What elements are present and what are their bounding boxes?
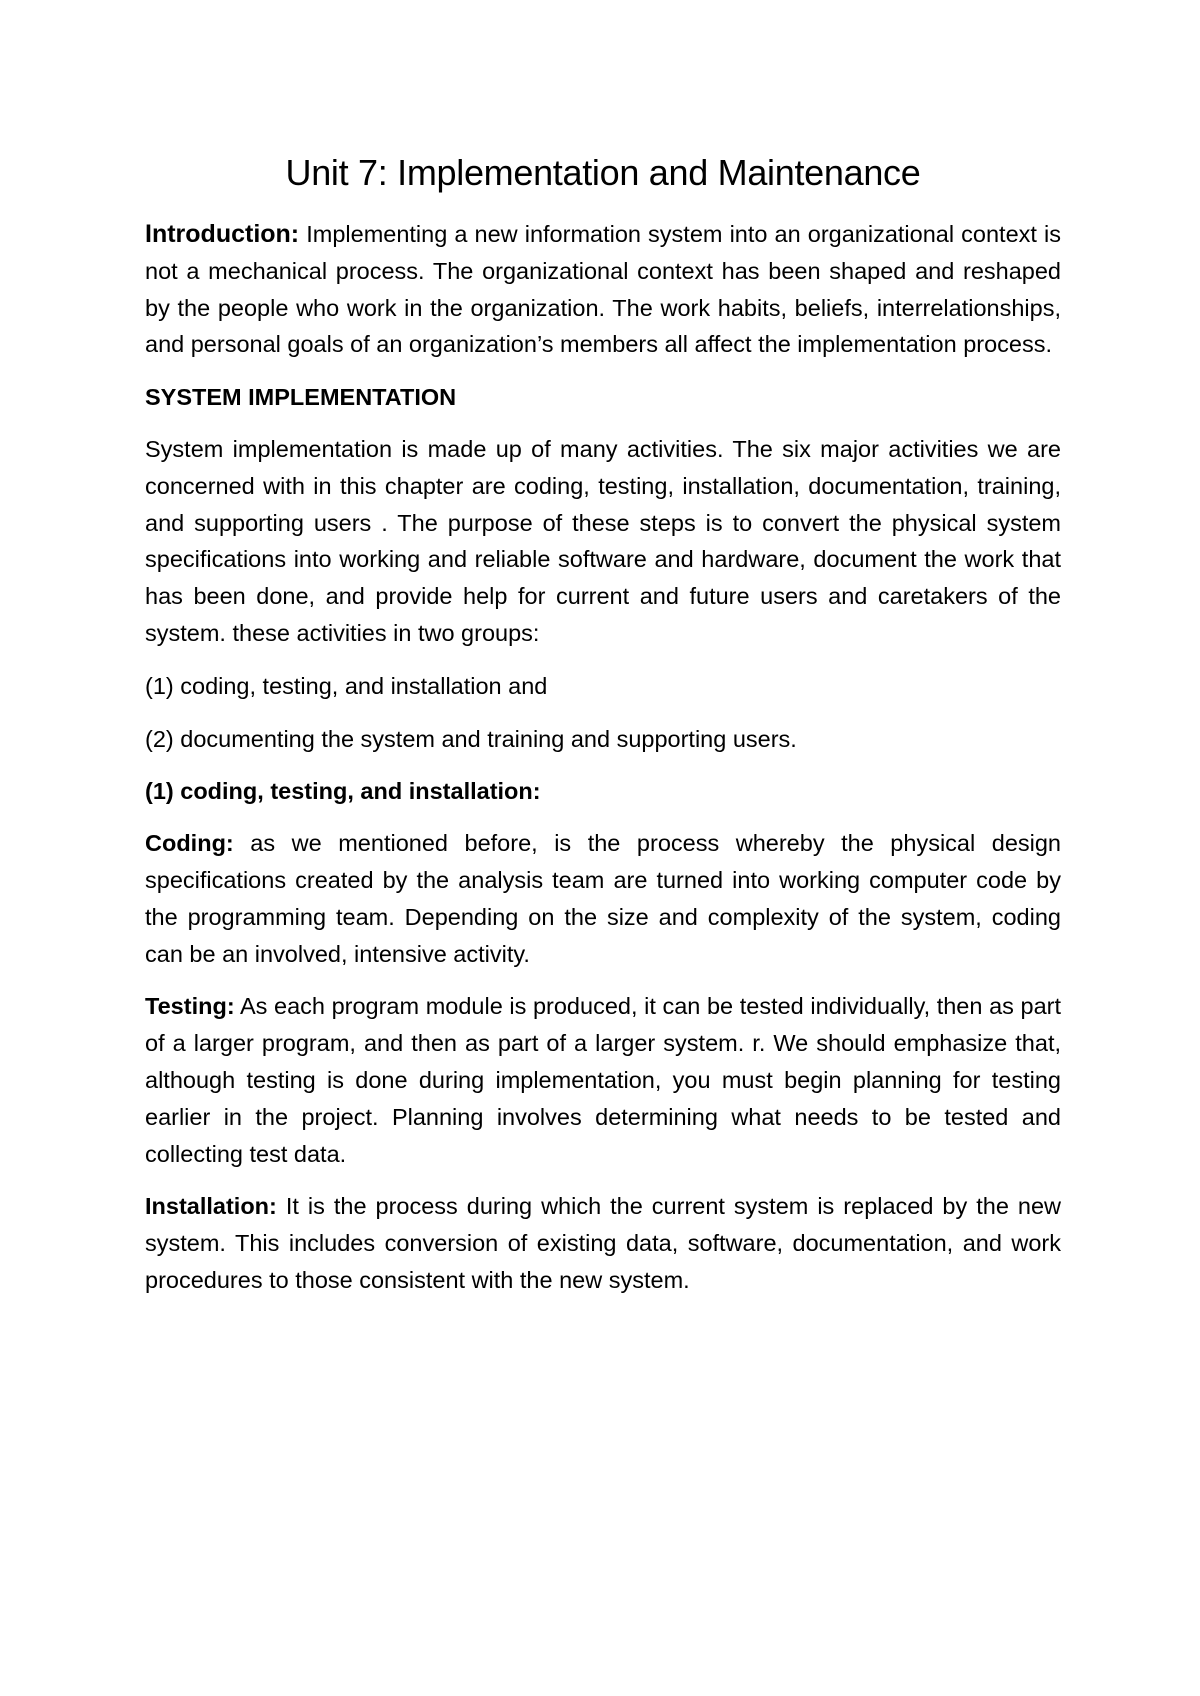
coding-text: as we mentioned before, is the process whereby the physical design specifications created by the analysis team are turned into working computer code by the programming team. Depending on the size and complexity of the system, coding can be an involved, intensive activity.	[145, 830, 1061, 967]
coding-paragraph	[145, 825, 1061, 972]
testing-label: Testing:	[145, 993, 235, 1020]
intro-label: Introduction:	[145, 220, 300, 248]
testing-paragraph	[145, 988, 1061, 1172]
intro-text: Implementing a new information system into an organizational context is not a mechanical process. The organizational context has been shaped and reshaped by the people who work in the organization. The work habits, beliefs, interrelationships, and personal goals of an organization’s members all affect the implementation process.	[145, 221, 1061, 358]
intro-paragraph	[145, 216, 1061, 363]
overview-paragraph: System implementation is made up of many activities. The six major activities we are concerned with in this chapter are coding, testing, installation, documentation, training, and supporting users . The purpose of these steps is to convert the physical system specifications into working and reliable software and hardware, document the work that has been done, and provide help for current and future users and caretakers of the system. these activities in two groups:	[145, 435, 1061, 646]
coding-label: Coding:	[145, 830, 234, 857]
group-1-item: (1) coding, testing, and installation and	[145, 672, 548, 699]
installation-paragraph	[145, 1188, 1061, 1298]
installation-text: It is the process during which the current system is replaced by the new system. This includes conversion of existing data, software, documentation, and work procedures to those consistent with the new system.	[145, 1193, 1061, 1293]
installation-label: Installation:	[145, 1193, 277, 1220]
subheading: (1) coding, testing, and installation:	[145, 778, 541, 805]
document-page	[145, 150, 1061, 1315]
section-heading: SYSTEM IMPLEMENTATION	[145, 384, 457, 411]
page-title: Unit 7: Implementation and Maintenance	[285, 152, 921, 193]
group-2-item: (2) documenting the system and training and supporting users.	[145, 725, 797, 752]
testing-text: As each program module is produced, it can be tested individually, then as part of a larger program, and then as part of a larger system. r. We should emphasize that, although testing is done during implementation, you must begin planning for testing earlier in the project. Planning involves determining what needs to be tested and collecting test data.	[145, 993, 1061, 1167]
